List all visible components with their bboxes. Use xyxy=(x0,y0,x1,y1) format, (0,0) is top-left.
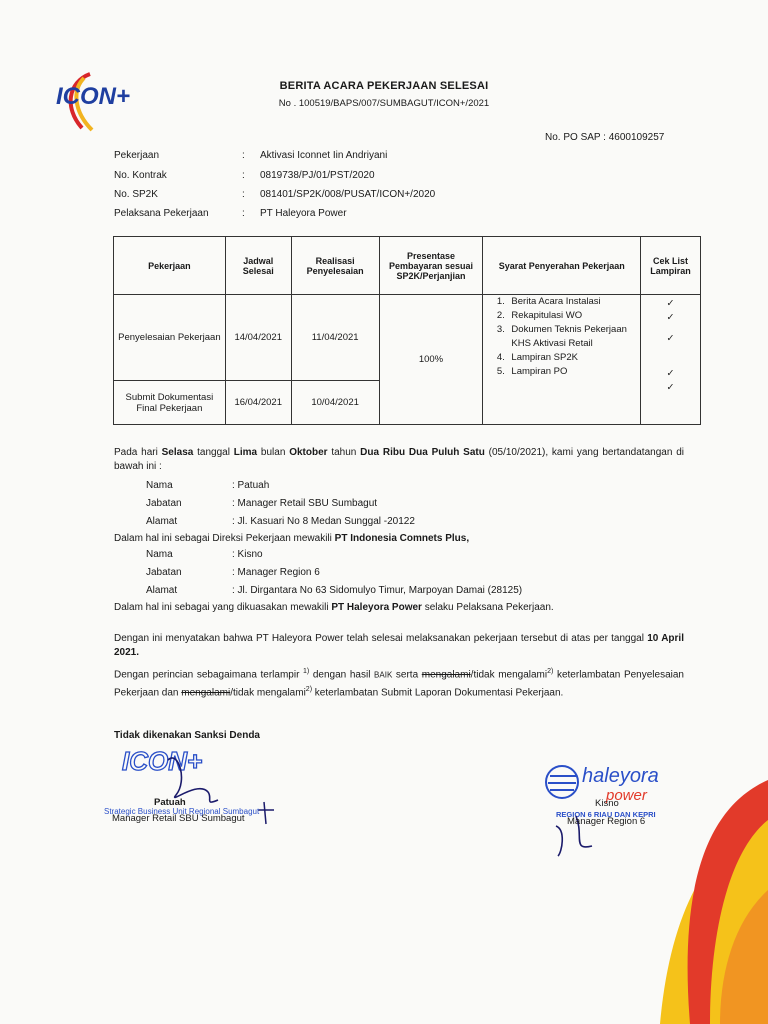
left-signer-name: Patuah xyxy=(154,797,186,808)
info-value: 0819738/PJ/01/PST/2020 xyxy=(260,170,375,181)
right-signer-name: Kisno xyxy=(595,798,619,809)
paragraph-pelaksana: Dalam hal ini sebagai yang dikuasakan mewakili PT Haleyora Power selaku Pelaksana Pekerjaan. xyxy=(114,602,554,613)
document-title: BERITA ACARA PEKERJAAN SELESAI xyxy=(279,80,489,92)
cell-syarat xyxy=(483,295,641,425)
header-presentase: Presentase Pembayaran sesuai SP2K/Perjanjian xyxy=(379,237,483,295)
info-label: Pelaksana Pekerjaan xyxy=(114,208,209,219)
info-value: Aktivasi Iconnet Iin Andriyani xyxy=(260,150,388,161)
cell-jadwal: 16/04/2021 xyxy=(225,381,291,425)
info-label: No. SP2K xyxy=(114,189,158,200)
list-item: 2. Rekapitulasi WO xyxy=(507,309,640,323)
check-icon: ✓ xyxy=(666,382,675,393)
svg-text:ICON+: ICON+ xyxy=(122,746,203,776)
check-icon: ✓ xyxy=(666,333,675,344)
svg-text:REGION 6 RIAU DAN KEPRI: REGION 6 RIAU DAN KEPRI xyxy=(556,810,656,819)
right-signer-title: Manager Region 6 xyxy=(567,816,646,827)
svg-text:haleyora: haleyora xyxy=(582,765,659,787)
header-realisasi: Realisasi Penyelesaian xyxy=(291,237,379,295)
info-label: No. Kontrak xyxy=(114,170,167,181)
list-item: 4. Lampiran SP2K xyxy=(507,351,640,365)
cell-pekerjaan: Penyelesaian Pekerjaan xyxy=(114,295,226,381)
right-stamp-signature xyxy=(536,756,686,866)
svg-text:power: power xyxy=(606,787,647,804)
header-pekerjaan: Pekerjaan xyxy=(114,237,226,295)
header-cek-list: Cek List Lampiran xyxy=(641,237,701,295)
check-spacer xyxy=(644,353,697,367)
paragraph-statement: Dengan ini menyatakan bahwa PT Haleyora Power telah selesai melaksanakan pekerjaan tersebut di atas per tanggal 10 April 2021. xyxy=(114,633,684,658)
left-signer-title: Manager Retail SBU Sumbagut xyxy=(112,813,245,824)
paragraph-direksi: Dalam hal ini sebagai Direksi Pekerjaan mewakili PT Indonesia Comnets Plus, xyxy=(114,533,470,544)
paragraph-details: Dengan perincian sebagaimana terlampir $^{1)}$ dengan hasil BAIK serta mengalami/tidak mengalami$^{2)}$ keterlambatan Penyelesaian Pekerjaan dan mengalami/tidak mengalami$^{2)}$ keterlambatan Submit Laporan Dokumentasi Pekerjaan. xyxy=(114,668,684,699)
list-item: 5. Lampiran PO xyxy=(507,365,640,379)
po-sap-number: No. PO SAP : 4600109257 xyxy=(545,132,665,143)
sanksi-note: Tidak dikenakan Sanksi Denda xyxy=(114,730,260,741)
paragraph-opening: Pada hari Selasa tanggal Lima bulan Oktober tahun Dua Ribu Dua Puluh Satu (05/10/2021), kami yang bertandatangan di bawah ini : xyxy=(114,447,684,472)
table-row xyxy=(114,295,701,381)
header-syarat: Syarat Penyerahan Pekerjaan xyxy=(483,237,641,295)
svg-text:ICON+: ICON+ xyxy=(56,83,131,110)
syarat-list xyxy=(483,295,640,379)
cell-realisasi: 11/04/2021 xyxy=(291,295,379,381)
cell-presentase: 100% xyxy=(379,295,483,425)
info-label: Pekerjaan xyxy=(114,150,160,161)
document-number: No . 100519/BAPS/007/SUMBAGUT/ICON+/2021 xyxy=(278,98,490,109)
left-stamp-text: Strategic Business Unit Regional Sumbagut xyxy=(104,807,260,816)
cell-realisasi: 10/04/2021 xyxy=(291,381,379,425)
check-icon: ✓ xyxy=(666,298,675,309)
info-value: 081401/SP2K/008/PUSAT/ICON+/2020 xyxy=(260,189,436,200)
list-item: 3. Dokumen Teknis Pekerjaan KHS Aktivasi Retail xyxy=(507,323,640,351)
cell-pekerjaan: Submit Dokumentasi Final Pekerjaan xyxy=(114,381,226,425)
header-jadwal: Jadwal Selesai xyxy=(225,237,291,295)
info-value: PT Haleyora Power xyxy=(260,208,347,219)
list-item: 1. Berita Acara Instalasi xyxy=(507,295,640,309)
cell-checklist xyxy=(641,295,701,425)
work-table xyxy=(113,236,701,425)
cell-jadwal: 14/04/2021 xyxy=(225,295,291,381)
check-icon: ✓ xyxy=(666,368,675,379)
check-icon: ✓ xyxy=(666,312,675,323)
